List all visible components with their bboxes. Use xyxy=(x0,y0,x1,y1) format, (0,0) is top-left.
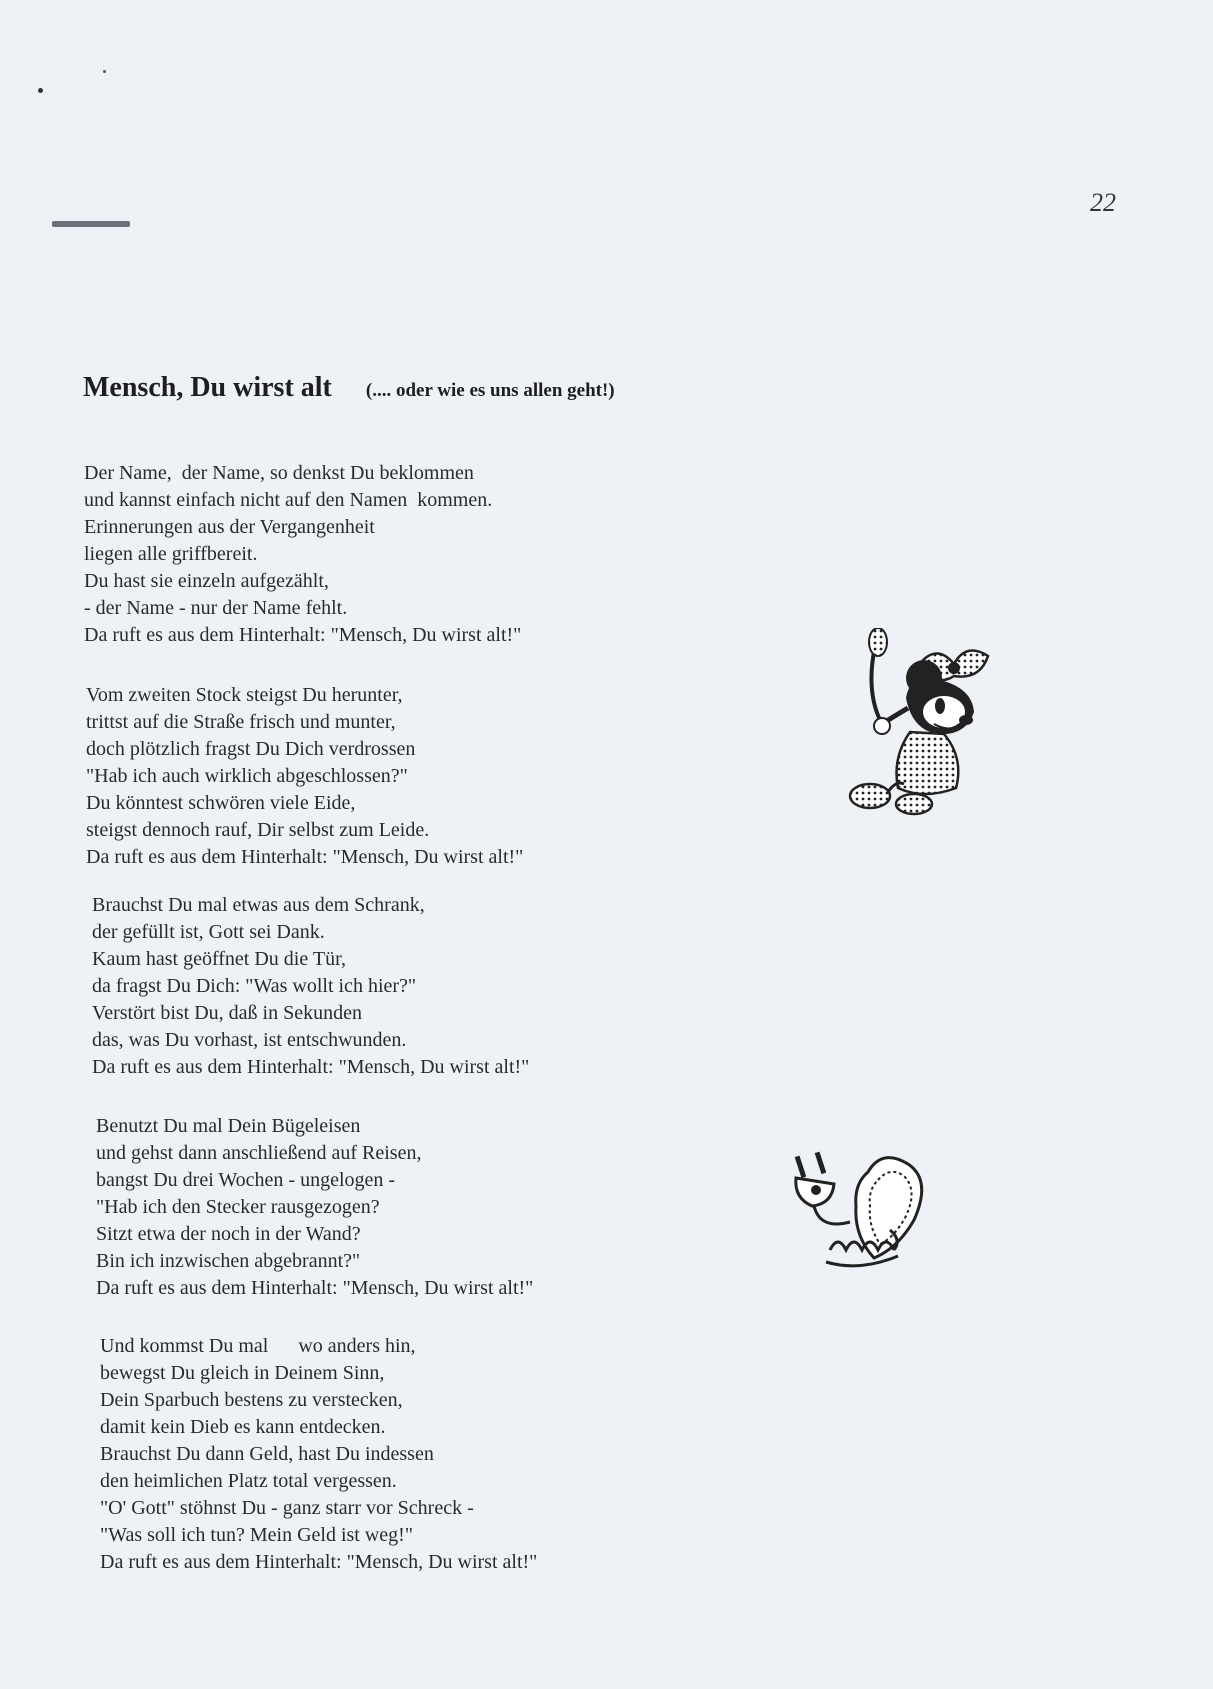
stanza-4 xyxy=(96,1113,533,1302)
poem-line: und gehst dann anschließend auf Reisen, xyxy=(96,1142,422,1164)
stanza-2 xyxy=(86,682,523,871)
stanza-1 xyxy=(84,460,521,649)
poem-line: Und kommst Du mal wo anders hin, xyxy=(100,1335,416,1357)
poem-line: - der Name - nur der Name fehlt. xyxy=(84,597,348,619)
poem-line: Benutzt Du mal Dein Bügeleisen xyxy=(96,1115,361,1137)
poem-line: "O' Gott" stöhnst Du - ganz starr vor Schreck - xyxy=(100,1497,474,1519)
poem-line: bangst Du drei Wochen - ungelogen - xyxy=(96,1169,396,1191)
poem-line: Da ruft es aus dem Hinterhalt: "Mensch, Du wirst alt!" xyxy=(92,1056,530,1078)
poem-line: Du könntest schwören viele Eide, xyxy=(86,792,356,814)
stanza-3 xyxy=(92,892,529,1081)
mouse-cartoon-icon xyxy=(848,628,1010,818)
page-number: 22 xyxy=(1090,188,1116,217)
poem-line: Vom zweiten Stock steigst Du herunter, xyxy=(86,684,403,706)
poem-subtitle: (.... oder wie es uns allen geht!) xyxy=(365,380,615,401)
stanza-5 xyxy=(100,1333,537,1576)
poem-line: Der Name, der Name, so denkst Du beklommen xyxy=(84,462,474,484)
poem-line: trittst auf die Straße frisch und munter, xyxy=(86,711,396,733)
scan-artifact xyxy=(103,70,106,73)
poem-line: Da ruft es aus dem Hinterhalt: "Mensch, Du wirst alt!" xyxy=(86,846,524,868)
poem-line: Sitzt etwa der noch in der Wand? xyxy=(96,1223,361,1245)
poem-line: "Hab ich den Stecker rausgezogen? xyxy=(96,1196,380,1218)
title-row xyxy=(83,372,615,404)
poem-line: Verstört bist Du, daß in Sekunden xyxy=(92,1002,362,1024)
poem-line: liegen alle griffbereit. xyxy=(84,543,258,565)
poem-line: Bin ich inzwischen abgebrannt?" xyxy=(96,1250,361,1272)
poem-line: Erinnerungen aus der Vergangenheit xyxy=(84,516,375,538)
poem-line: das, was Du vorhast, ist entschwunden. xyxy=(92,1029,407,1051)
poem-line: Brauchst Du mal etwas aus dem Schrank, xyxy=(92,894,425,916)
poem-line: Kaum hast geöffnet Du die Tür, xyxy=(92,948,346,970)
plug-heart-icon xyxy=(790,1150,938,1274)
poem-line: Dein Sparbuch bestens zu verstecken, xyxy=(100,1389,403,1411)
poem-line: da fragst Du Dich: "Was wollt ich hier?" xyxy=(92,975,417,997)
poem-line: "Hab ich auch wirklich abgeschlossen?" xyxy=(86,765,408,787)
poem-title: Mensch, Du wirst alt xyxy=(83,372,332,403)
poem-line: Da ruft es aus dem Hinterhalt: "Mensch, Du wirst alt!" xyxy=(100,1551,538,1573)
poem-line: damit kein Dieb es kann entdecken. xyxy=(100,1416,386,1438)
poem-line: der gefüllt ist, Gott sei Dank. xyxy=(92,921,325,943)
poem-line: "Was soll ich tun? Mein Geld ist weg!" xyxy=(100,1524,413,1546)
poem-line: Du hast sie einzeln aufgezählt, xyxy=(84,570,329,592)
scan-artifact xyxy=(38,88,43,93)
poem-line: Brauchst Du dann Geld, hast Du indessen xyxy=(100,1443,434,1465)
poem-line: doch plötzlich fragst Du Dich verdrossen xyxy=(86,738,416,760)
poem-line: und kannst einfach nicht auf den Namen kommen. xyxy=(84,489,493,511)
poem-line: bewegst Du gleich in Deinem Sinn, xyxy=(100,1362,385,1384)
poem-line: Da ruft es aus dem Hinterhalt: "Mensch, Du wirst alt!" xyxy=(84,624,522,646)
poem-line: Da ruft es aus dem Hinterhalt: "Mensch, Du wirst alt!" xyxy=(96,1277,534,1299)
poem-line: steigst dennoch rauf, Dir selbst zum Leide. xyxy=(86,819,430,841)
scan-artifact xyxy=(52,221,130,227)
poem-line: den heimlichen Platz total vergessen. xyxy=(100,1470,397,1492)
